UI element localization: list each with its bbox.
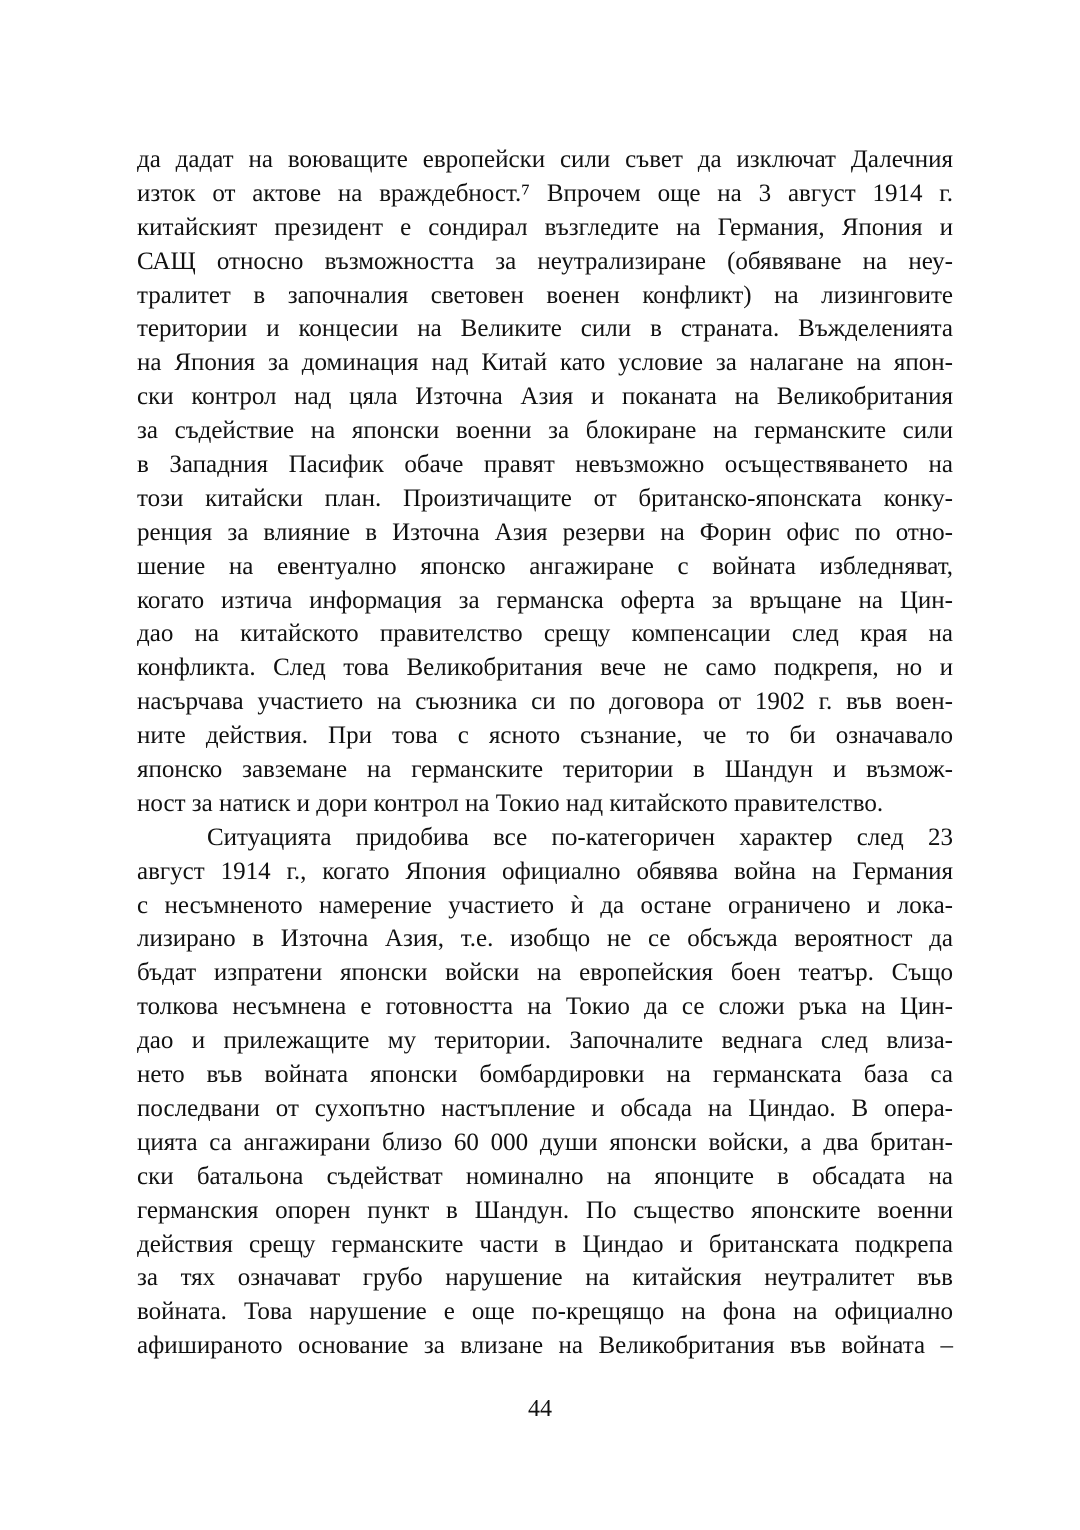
text-line: за тях означават грубо нарушение на китайския неутралитет във [137,1264,953,1292]
text-line: територии и концесии на Великите сили в страната. Въжделенията [137,315,953,343]
text-line: този китайски план. Произтичащите от британско-японската конку- [137,484,953,512]
text-line: японско завземане на германските територии в Шандун и възмож- [137,756,953,784]
text-line: тралитет в започналия световен военен конфликт) на лизинговите [137,281,953,309]
text-line: за съдействие на японски военни за блокиране на германските сили [137,417,953,445]
text-line: войната. Това нарушение е още по-крещящо на фона на официално [137,1298,953,1326]
text-line: нето във войната японски бомбардировки на германската база са [137,1061,953,1089]
text-line: толкова несъмнена е готовността на Токио да се сложи ръка на Цин- [137,993,953,1021]
text-line: конфликта. След това Великобритания вече не само подкрепя, но и [137,654,953,682]
text-line: лизирано в Източна Азия, т.е. изобщо не се обсъжда вероятност да [137,925,953,953]
text-line: да дадат на воюващите европейски сили съвет да изключат Далечния [137,146,953,173]
text-line: дао и прилежащите му територии. Започналите веднага след влиза- [137,1027,953,1055]
text-line: с несъмненото намерение участието ѝ да остане ограничено и лока- [137,891,953,919]
text-line: изток от актове на враждебност.⁷ Впрочем още на 3 август 1914 г. [137,179,953,207]
text-line: насърчава участието на съюзника си по договора от 1902 г. във воен- [137,688,953,716]
text-line: САЩ относно възможността за неутрализиране (обявяване на неу- [137,247,953,275]
text-line: дао на китайското правителство срещу компенсации след края на [137,620,953,648]
text-line: август 1914 г., когато Япония официално обявява война на Германия [137,857,953,885]
text-line: цията са ангажирани близо 60 000 души японски войски, а два британ- [137,1128,953,1156]
text-line: бъдат изпратени японски войски на европейския боен театър. Също [137,959,953,987]
text-line: ните действия. При това с ясното съзнание, че то би означавало [137,722,953,750]
text-line: ски батальона съдействат номинално на японците в обсадата на [137,1162,953,1190]
text-line: афишираното основание за влизане на Великобритания във войната – [137,1332,953,1360]
text-line: на Япония за доминация над Китай като условие за налагане на япон- [137,349,953,377]
body-text [137,143,953,1363]
page-number: 44 [528,1396,552,1422]
text-line: действия срещу германските части в Циндао и британската подкрепа [137,1230,953,1258]
text-line: китайският президент е сондирал възгледите на Германия, Япония и [137,213,953,241]
paragraph-end-line: ност за натиск и дори контрол на Токио над китайското правителство. [137,789,884,817]
text-line: германския опорен пункт в Шандун. По същество японските военни [137,1196,953,1224]
text-line: ренция за влияние в Източна Азия резерви на Форин офис по отно- [137,518,953,546]
text-line: когато изтича информация за германска оферта за връщане на Цин- [137,586,953,614]
text-line: ски контрол над цяла Източна Азия и поканата на Великобритания [137,383,953,411]
paragraph-start-line: Ситуацията придобива все по-категоричен характер след 23 [207,823,953,851]
text-line: в Западния Пасифик обаче правят невъзможно осъществяването на [137,451,953,479]
text-line: последвани от сухопътно настъпление и обсада на Циндао. В опера- [137,1094,953,1122]
text-line: шение на евентуално японско ангажиране с войната избледняват, [137,552,953,580]
